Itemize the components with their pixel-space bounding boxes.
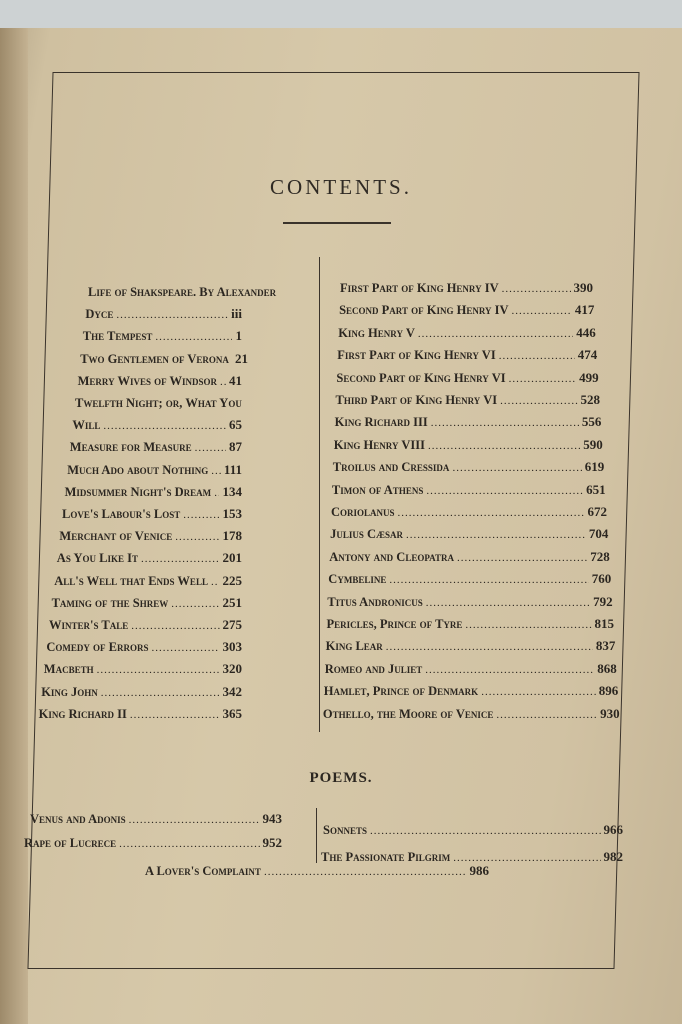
contents-entry (323, 822, 623, 839)
contents-entry (325, 661, 617, 678)
dot-leader (406, 527, 586, 543)
entry-page-number: 320 (222, 661, 242, 677)
contents-entry (338, 325, 596, 342)
entry-title: Taming of the Shrew (51, 595, 169, 610)
entry-page-number: 41 (228, 372, 242, 388)
entry-title: Will (72, 418, 101, 433)
entry-page-number: 201 (222, 550, 242, 566)
contents-entry (46, 639, 242, 656)
contents-entry (67, 462, 242, 479)
contents-entry (24, 835, 282, 852)
entry-page-number: 251 (222, 594, 242, 610)
entry-title: Measure for Measure (69, 440, 192, 455)
entry-title: King Richard III (334, 415, 428, 430)
entry-title: Second Part of King Henry IV (339, 303, 509, 318)
entry-title: Troilus and Cressida (332, 460, 450, 475)
contents-entry (336, 370, 598, 387)
entry-page-number: 672 (587, 504, 607, 519)
entry-page-number: 87 (228, 439, 242, 455)
entry-title: Much Ado about Nothing (67, 462, 209, 477)
entry-page-number: 619 (584, 459, 605, 475)
dot-leader (119, 836, 259, 852)
entry-page-number: 930 (600, 705, 620, 721)
entry-page-number: 474 (577, 347, 598, 363)
dot-leader (116, 307, 228, 323)
entry-title: Twelfth Night; or, What You (75, 396, 242, 410)
entry-title: Cymbeline (328, 572, 387, 587)
entry-title: Midsummer Night's Dream (64, 484, 212, 499)
entry-title: First Part of King Henry VI (337, 348, 496, 363)
entry-title: Merchant of Venice (59, 529, 173, 544)
dot-leader (141, 551, 220, 567)
entry-page-number: 446 (576, 324, 596, 340)
dot-leader (131, 618, 219, 634)
entry-page-number: 704 (588, 526, 609, 542)
dot-leader (426, 595, 590, 611)
entry-page-number: 528 (580, 392, 600, 407)
dot-leader (97, 662, 220, 678)
entry-title: Macbeth (43, 662, 94, 677)
entry-title: Pericles, Prince of Tyre (326, 617, 463, 631)
entry-page-number: 1 (235, 328, 242, 344)
dot-leader (481, 684, 596, 700)
contents-entry (324, 683, 618, 700)
entry-title: Antony and Cleopatra (329, 549, 454, 564)
contents-entry (330, 526, 608, 543)
dot-leader (152, 640, 220, 656)
poems-column-divider (316, 808, 317, 863)
contents-entry (65, 484, 242, 501)
entry-title: A Lover's Complaint (145, 864, 261, 878)
contents-entry (327, 594, 612, 611)
entry-page-number: 952 (262, 835, 282, 850)
dot-leader (183, 507, 219, 523)
contents-entry (327, 616, 615, 633)
entry-page-number: 986 (469, 863, 489, 878)
entry-page-number: 651 (586, 481, 606, 497)
entry-title: Merry Wives of Windsor (77, 373, 218, 388)
entry-title: Venus and Adonis (30, 812, 126, 826)
entry-page-number: 134 (222, 483, 242, 499)
contents-entry (339, 302, 594, 319)
contents-entry (80, 350, 248, 368)
entry-page-number: 982 (603, 849, 623, 864)
dot-leader (195, 440, 226, 456)
entry-page-number: 417 (574, 302, 595, 318)
entry-title: All's Well that Ends Well (54, 573, 208, 588)
dot-leader (499, 348, 575, 364)
entry-title: Comedy of Errors (46, 640, 149, 655)
contents-entry (329, 549, 610, 566)
contents-entry (326, 638, 616, 655)
dot-leader (426, 483, 583, 499)
entry-title: Coriolanus (331, 505, 395, 519)
dot-leader (386, 639, 593, 655)
entry-page-number: 792 (593, 593, 613, 609)
entry-page-number: 837 (595, 638, 616, 654)
contents-entry (83, 328, 242, 345)
entry-title: King Henry VIII (333, 437, 425, 452)
entry-title: Two Gentlemen of Verona (80, 351, 229, 366)
entry-title: Dyce (85, 307, 114, 322)
entry-page-number: 556 (581, 414, 602, 430)
dot-leader (425, 662, 594, 678)
dot-leader (512, 303, 572, 319)
entry-title: Life of Shakspeare. By Alexander (88, 285, 277, 299)
dot-leader (398, 505, 585, 521)
contents-entry (75, 395, 242, 411)
contents-entry (340, 280, 593, 297)
entry-page-number: 65 (228, 417, 242, 433)
contents-entry (331, 504, 607, 521)
dot-leader (155, 329, 232, 345)
dot-leader (452, 460, 581, 476)
dot-leader (129, 812, 260, 828)
entry-title: First Part of King Henry IV (340, 281, 499, 295)
contents-entry (44, 661, 242, 678)
entry-title: Hamlet, Prince of Denmark (323, 684, 479, 699)
dot-leader (509, 371, 576, 387)
contents-title: CONTENTS. (270, 175, 412, 199)
entry-page-number: 21 (234, 350, 248, 366)
entry-title: King Lear (325, 639, 383, 654)
contents-entry (62, 506, 242, 523)
entry-page-number: 365 (222, 705, 242, 721)
entry-title: Second Part of King Henry VI (336, 370, 506, 385)
entry-page-number: 943 (262, 811, 282, 826)
dot-leader (211, 574, 220, 590)
entry-page-number: 590 (583, 436, 603, 452)
entry-page-number: 303 (222, 639, 242, 655)
entry-title: Third Part of King Henry VI (335, 393, 498, 407)
entry-title: As You Like It (56, 551, 138, 566)
entry-page-number: 390 (573, 280, 593, 295)
entry-title: King Richard II (38, 706, 127, 721)
contents-entry (323, 706, 620, 723)
entry-title: Julius Cæsar (330, 527, 404, 542)
dot-leader (175, 529, 219, 545)
contents-entry (39, 706, 242, 723)
entry-page-number: 499 (579, 369, 599, 385)
entry-page-number: 966 (603, 822, 623, 837)
entry-page-number: iii (231, 306, 242, 322)
contents-entry (54, 573, 242, 590)
entry-title: Sonnets (323, 823, 367, 837)
entry-page-number: 178 (222, 528, 242, 544)
contents-entry (88, 284, 277, 300)
entry-title: The Tempest (82, 329, 153, 344)
entry-page-number: 815 (594, 616, 614, 631)
dot-leader (465, 617, 591, 633)
dot-leader (214, 485, 219, 501)
entry-title: Titus Andronicus (327, 594, 423, 609)
contents-entry (333, 459, 604, 476)
contents-entry (57, 550, 242, 567)
dot-leader (103, 418, 226, 434)
dot-leader (130, 707, 220, 723)
contents-entry (337, 347, 597, 364)
dot-leader (502, 281, 571, 297)
dot-leader (496, 707, 597, 723)
entry-page-number: 111 (223, 461, 242, 477)
dot-leader (211, 463, 221, 479)
entry-page-number: 275 (222, 617, 242, 632)
entry-title: Rape of Lucrece (24, 836, 117, 850)
dot-leader (431, 415, 579, 431)
dot-leader (389, 572, 588, 588)
contents-entry (334, 437, 603, 454)
entry-title: Romeo and Juliet (324, 661, 423, 676)
column-divider (319, 257, 320, 732)
contents-entry (335, 414, 602, 431)
contents-entry (59, 528, 242, 545)
entry-page-number: 225 (222, 572, 242, 588)
contents-entry (30, 811, 282, 828)
entry-title: The Passionate Pilgrim (321, 850, 451, 864)
contents-entry (328, 571, 611, 588)
entry-title: Othello, the Moore of Venice (322, 706, 494, 721)
entry-page-number: 153 (222, 506, 242, 521)
dot-leader (418, 326, 573, 342)
poems-heading: POEMS. (309, 770, 373, 786)
contents-entry (70, 439, 242, 456)
entry-page-number: 342 (222, 683, 242, 699)
title-underline (283, 222, 391, 224)
contents-entry (145, 863, 489, 880)
dot-leader (101, 685, 220, 701)
contents-entry (332, 482, 606, 499)
entry-title: King John (41, 684, 98, 699)
contents-entry (85, 306, 242, 323)
entry-title: Winter's Tale (49, 618, 129, 632)
contents-entry (49, 617, 242, 634)
dot-leader (264, 864, 467, 880)
dot-leader (428, 438, 580, 454)
contents-entry (52, 595, 242, 612)
contents-entry (336, 392, 601, 409)
dot-leader (171, 596, 219, 612)
dot-leader (220, 374, 226, 390)
entry-page-number: 728 (590, 548, 610, 564)
entry-title: Timon of Athens (331, 482, 424, 497)
contents-entry (72, 417, 242, 434)
contents-entry (41, 684, 242, 701)
dot-leader (457, 550, 587, 566)
entry-page-number: 868 (597, 660, 617, 676)
entry-page-number: 896 (598, 683, 619, 699)
entry-page-number: 760 (591, 571, 612, 587)
entry-title: Love's Labour's Lost (62, 507, 181, 521)
dot-leader (500, 393, 577, 409)
contents-entry (78, 373, 242, 390)
dot-leader (370, 823, 601, 839)
entry-title: King Henry V (338, 325, 415, 340)
